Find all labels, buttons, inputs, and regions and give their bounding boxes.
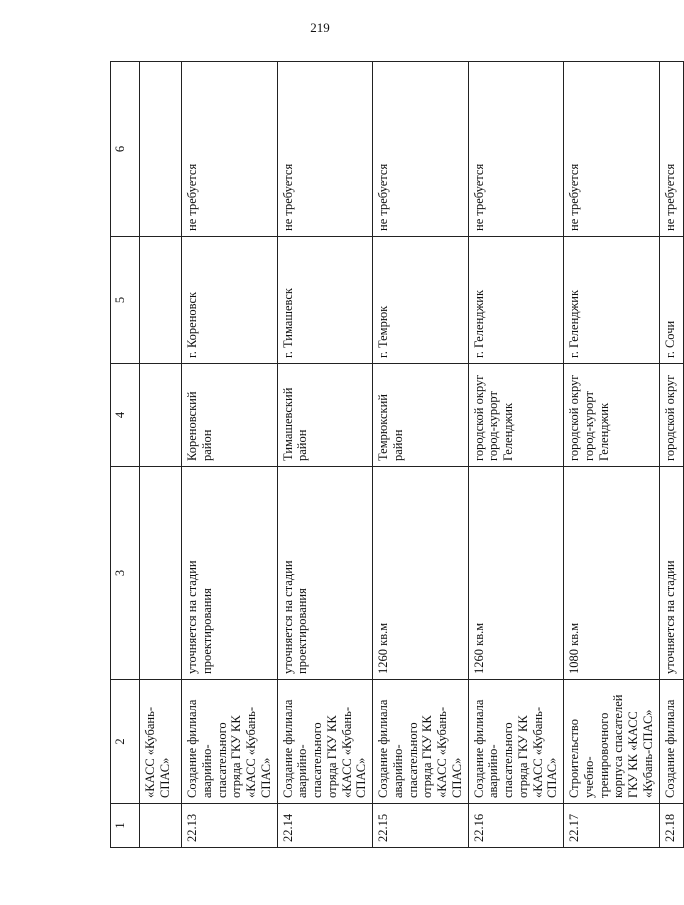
object-name: Строительство учебно-тренировочного корпуса спасателей ГКУ КК «КАСС «Кубань-СПАС» [564,680,660,804]
capacity: уточняется на стадии [659,467,683,680]
district: городской округ [659,364,683,467]
row-number: 22.18 [659,804,683,848]
row-number: 22.17 [564,804,660,848]
note: не требуется [659,62,683,237]
table-row [182,62,278,848]
capacity: 1260 кв.м [373,467,469,680]
row-number: 22.15 [373,804,469,848]
note: не требуется [468,62,564,237]
header-row [111,62,140,848]
district: городской округ город-курорт Геленджик [468,364,564,467]
table-row [277,62,373,848]
column-header: 1 [111,804,140,848]
district: городской округ город-курорт Геленджик [564,364,660,467]
location: г. Сочи [659,237,683,364]
row-number: 22.14 [277,804,373,848]
note: не требуется [373,62,469,237]
location: г. Кореновск [182,237,278,364]
capacity: 1260 кв.м [468,467,564,680]
district: Тимашевский район [277,364,373,467]
district: Темрюкский район [373,364,469,467]
location: г. Тимашевск [277,237,373,364]
column-header: 6 [111,62,140,237]
table-cell [140,364,182,467]
location: г. Геленджик [468,237,564,364]
row-number: 22.16 [468,804,564,848]
table-row [564,62,660,848]
district: Кореновский район [182,364,278,467]
page-number: 219 [310,20,330,35]
continuation-cell: «КАСС «Кубань-СПАС» [140,680,182,804]
table-cell [140,467,182,680]
capacity: 1080 кв.м [564,467,660,680]
column-header: 2 [111,680,140,804]
document-table-container [110,62,677,848]
table-cell [140,62,182,237]
object-name: Создание филиала аварийно-спасательного отряда ГКУ КК «КАСС «Кубань-СПАС» [468,680,564,804]
row-number: 22.13 [182,804,278,848]
note: не требуется [182,62,278,237]
note: не требуется [277,62,373,237]
location: г. Геленджик [564,237,660,364]
capacity: уточняется на стадии проектирования [182,467,278,680]
object-name: Создание филиала аварийно-спасательного отряда ГКУ КК «КАСС «Кубань-СПАС» [373,680,469,804]
note: не требуется [564,62,660,237]
capacity: уточняется на стадии проектирования [277,467,373,680]
object-name: Создание филиала аварийно-спасательного отряда ГКУ КК «КАСС «Кубань-СПАС» [182,680,278,804]
object-name: Создание филиала аварийно-спасательного отряда ГКУ КК «КАСС «Кубань-СПАС» [277,680,373,804]
column-header: 5 [111,237,140,364]
location: г. Темрюк [373,237,469,364]
continuation-row [140,62,182,848]
table-row [373,62,469,848]
table-row [468,62,564,848]
column-header: 3 [111,467,140,680]
table-cell [140,804,182,848]
table-row [659,62,683,848]
object-name: Создание филиала [659,680,683,804]
table-cell [140,237,182,364]
column-header: 4 [111,364,140,467]
document-table [110,61,684,848]
